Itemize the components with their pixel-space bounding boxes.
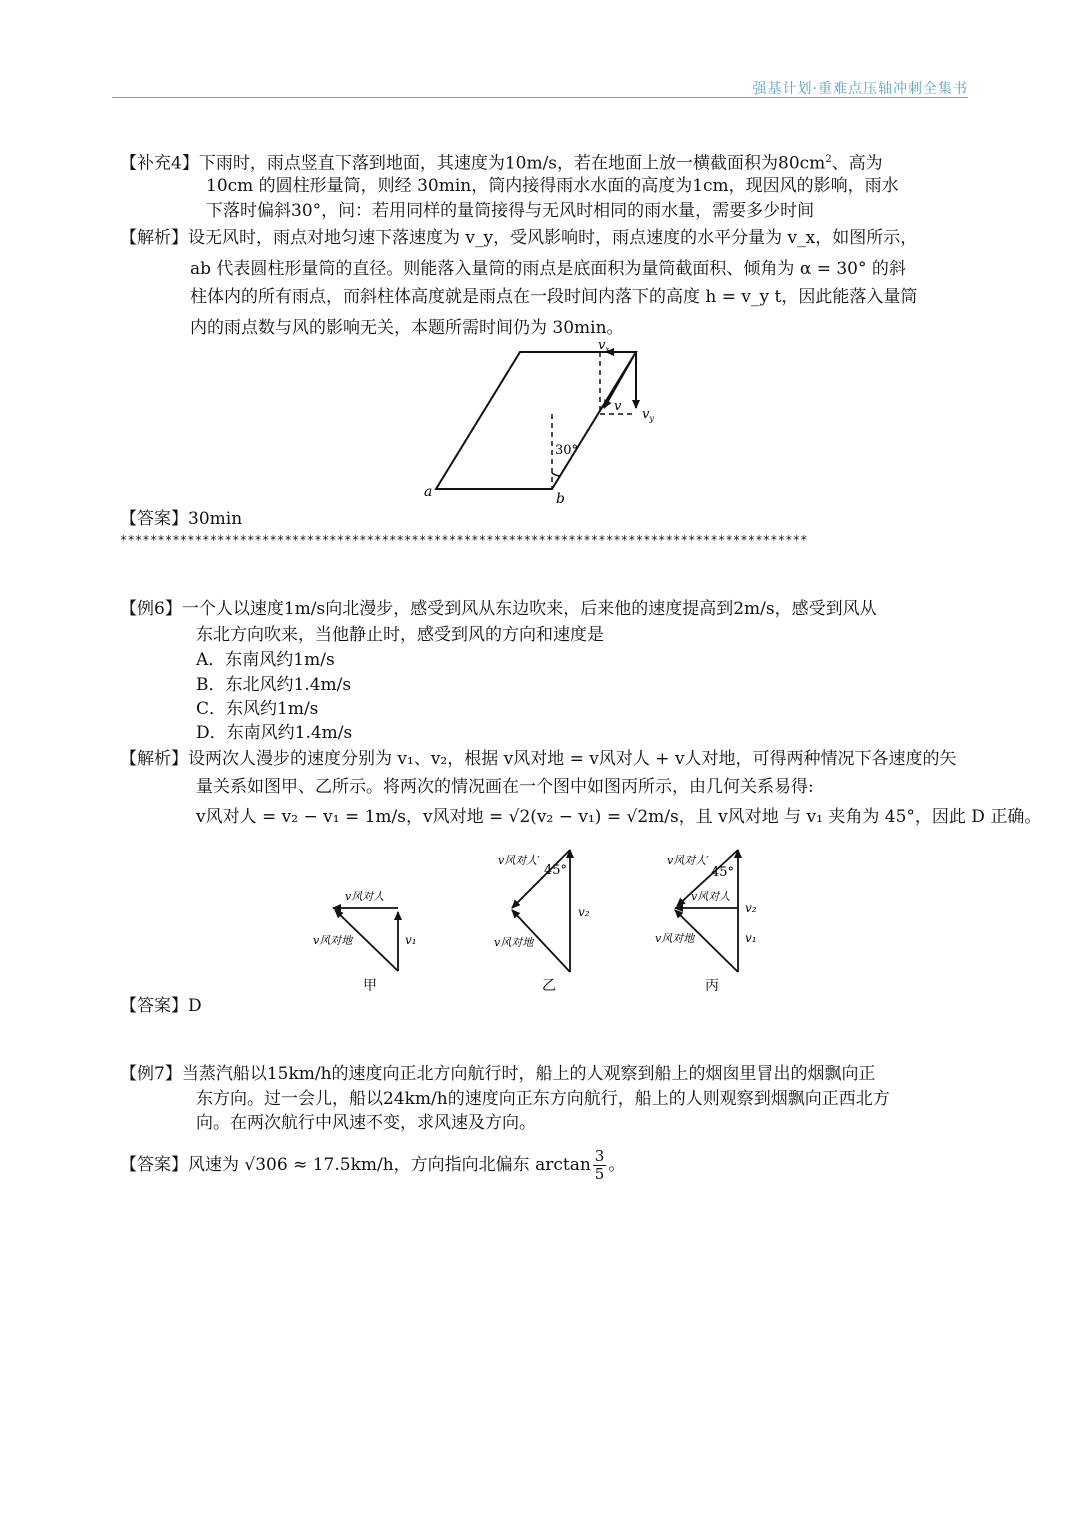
ex7-q2: 东方向。过一会儿，船以24km/h的速度向正东方向航行，船上的人则观察到烟飘向正西北方 [196, 1089, 890, 1109]
angle-arc [552, 473, 560, 476]
vector-figure-bing [655, 842, 775, 998]
vector-figure-yi [492, 842, 612, 998]
supp4-q1-sup: 2 [825, 154, 832, 165]
supp4-analysis-line1 [120, 226, 917, 250]
yi-label-angle: 45° [544, 863, 568, 878]
label-bing: 丙 [705, 978, 719, 994]
jia-label-v1: v₁ [405, 933, 417, 947]
label-vy: $v_y$ [642, 407, 654, 423]
yi-label-wind-person: v风对人′ [498, 854, 540, 867]
rain-cylinder-figure [410, 338, 670, 508]
ex7-answer-end: 。 [608, 1155, 626, 1175]
separator-stars: ******************************************************************************************** [120, 533, 808, 547]
ex6-a1: 设两次人漫步的速度分别为 v₁、v₂，根据 v风对地 = v风对人 + v人对地，可得两种情况下各速度的矢 [188, 749, 957, 769]
supp4-a1: 设无风时，雨点对地匀速下落速度为 v_y，受风影响时，雨点速度的水平分量为 v_x，如图所示， [188, 228, 918, 248]
supp4-answer: 30min [188, 509, 243, 529]
label-yi: 乙 [542, 978, 556, 994]
ex6-option-d: D．东南风约1.4m/s [196, 723, 353, 743]
label-a: a [424, 484, 433, 500]
label-b: b [556, 491, 565, 507]
ex6-analysis-tag: 【解析】 [120, 749, 188, 769]
ex6-question-line1 [120, 597, 877, 621]
supp4-a3: 柱体内的所有雨点，而斜柱体高度就是雨点在一段时间内落下的高度 h = v_y t，因此能落入量筒 [190, 287, 918, 307]
ex7-answer-line [120, 1148, 625, 1183]
bing-label-wind-ground: v风对地 [655, 932, 695, 945]
ex7-tag: 【例7】 [120, 1064, 182, 1084]
ex7-frac-den: 5 [594, 1165, 605, 1183]
ex6-answer-line [120, 994, 202, 1018]
page-header-title: 强基计划·重难点压轴冲刺全集书 [752, 81, 968, 97]
ex7-q3: 向。在两次航行中风速不变，求风速及方向。 [196, 1113, 536, 1133]
ex7-answer-text: 风速为 √306 ≈ 17.5km/h，方向指向北偏东 arctan [188, 1155, 591, 1175]
supp4-question-line1 [120, 148, 883, 176]
ex6-answer-tag: 【答案】 [120, 996, 188, 1016]
bing-label-wind-person-prime: v风对人′ [667, 854, 709, 867]
ex6-option-c: C．东风约1m/s [196, 699, 319, 719]
ex7-answer-tag: 【答案】 [120, 1155, 188, 1175]
yi-label-wind-ground: v风对地 [494, 936, 534, 949]
ex7-question-line1 [120, 1062, 876, 1086]
ex6-q1: 一个人以速度1m/s向北漫步，感受到风从东边吹来，后来他的速度提高到2m/s，感受到风从 [181, 599, 877, 619]
label-jia: 甲 [363, 978, 377, 994]
bing-label-v1: v₁ [745, 931, 757, 945]
supp4-q3: 下落时偏斜30°，问：若用同样的量筒接得与无风时相同的雨水量，需要多少时间 [206, 201, 815, 221]
supp4-q1: 下雨时，雨点竖直下落到地面，其速度为10m/s，若在地面上放一横截面积为80cm [198, 153, 826, 174]
label-angle-30: 30° [555, 443, 579, 458]
bing-label-wind-person: v风对人 [691, 890, 731, 903]
ex6-option-a: A．东南风约1m/s [196, 650, 335, 670]
ex6-a3: v风对人 = v₂ − v₁ = 1m/s，v风对地 = √2(v₂ − v₁) = √2m/s，且 v风对地 与 v₁ 夹角为 45°，因此 D 正确。 [196, 807, 1042, 827]
bing-label-angle: 45° [711, 865, 735, 880]
ex6-answer: D [188, 996, 202, 1016]
supp4-analysis-tag: 【解析】 [120, 228, 188, 248]
ex7-frac-num: 3 [594, 1147, 605, 1165]
vector-figure-jia [305, 878, 425, 998]
jia-label-wind-ground: v风对地 [313, 934, 353, 947]
ex6-q2: 东北方向吹来，当他静止时，感受到风的方向和速度是 [196, 625, 604, 645]
ex6-option-b: B．东北风约1.4m/s [196, 675, 352, 695]
supp4-tag: 【补充4】 [120, 153, 199, 174]
oblique-cylinder-shape [436, 352, 636, 489]
ex6-analysis-line1 [120, 747, 957, 771]
label-vx: $v_x$ [598, 338, 610, 354]
ex7-fraction [593, 1148, 607, 1183]
supp4-a4: 内的雨点数与风的影响无关，本题所需时间仍为 30min。 [190, 318, 624, 338]
supp4-q2: 10cm 的圆柱形量筒，则经 30min，筒内接得雨水水面的高度为1cm，现因风的影响，雨水 [206, 176, 899, 196]
ex6-tag: 【例6】 [120, 599, 182, 619]
supp4-a2: ab 代表圆柱形量筒的直径。则能落入量筒的雨点是底面积为量筒截面积、倾角为 α = 30° 的斜 [190, 259, 906, 279]
label-v: v [614, 399, 622, 414]
supp4-answer-tag: 【答案】 [120, 509, 188, 529]
supp4-answer-line [120, 507, 242, 531]
bing-label-v2: v₂ [745, 901, 757, 915]
ex6-a2: 量关系如图甲、乙所示。将两次的情况画在一个图中如图丙所示，由几何关系易得: [196, 777, 814, 797]
header-rule [112, 97, 968, 98]
yi-label-v2: v₂ [578, 905, 590, 919]
ex7-q1: 当蒸汽船以15km/h的速度向正北方向航行时，船上的人观察到船上的烟囱里冒出的烟飘向正 [181, 1064, 876, 1084]
supp4-q1-end: 、高为 [831, 153, 883, 174]
jia-label-wind-person: v风对人 [345, 890, 385, 903]
